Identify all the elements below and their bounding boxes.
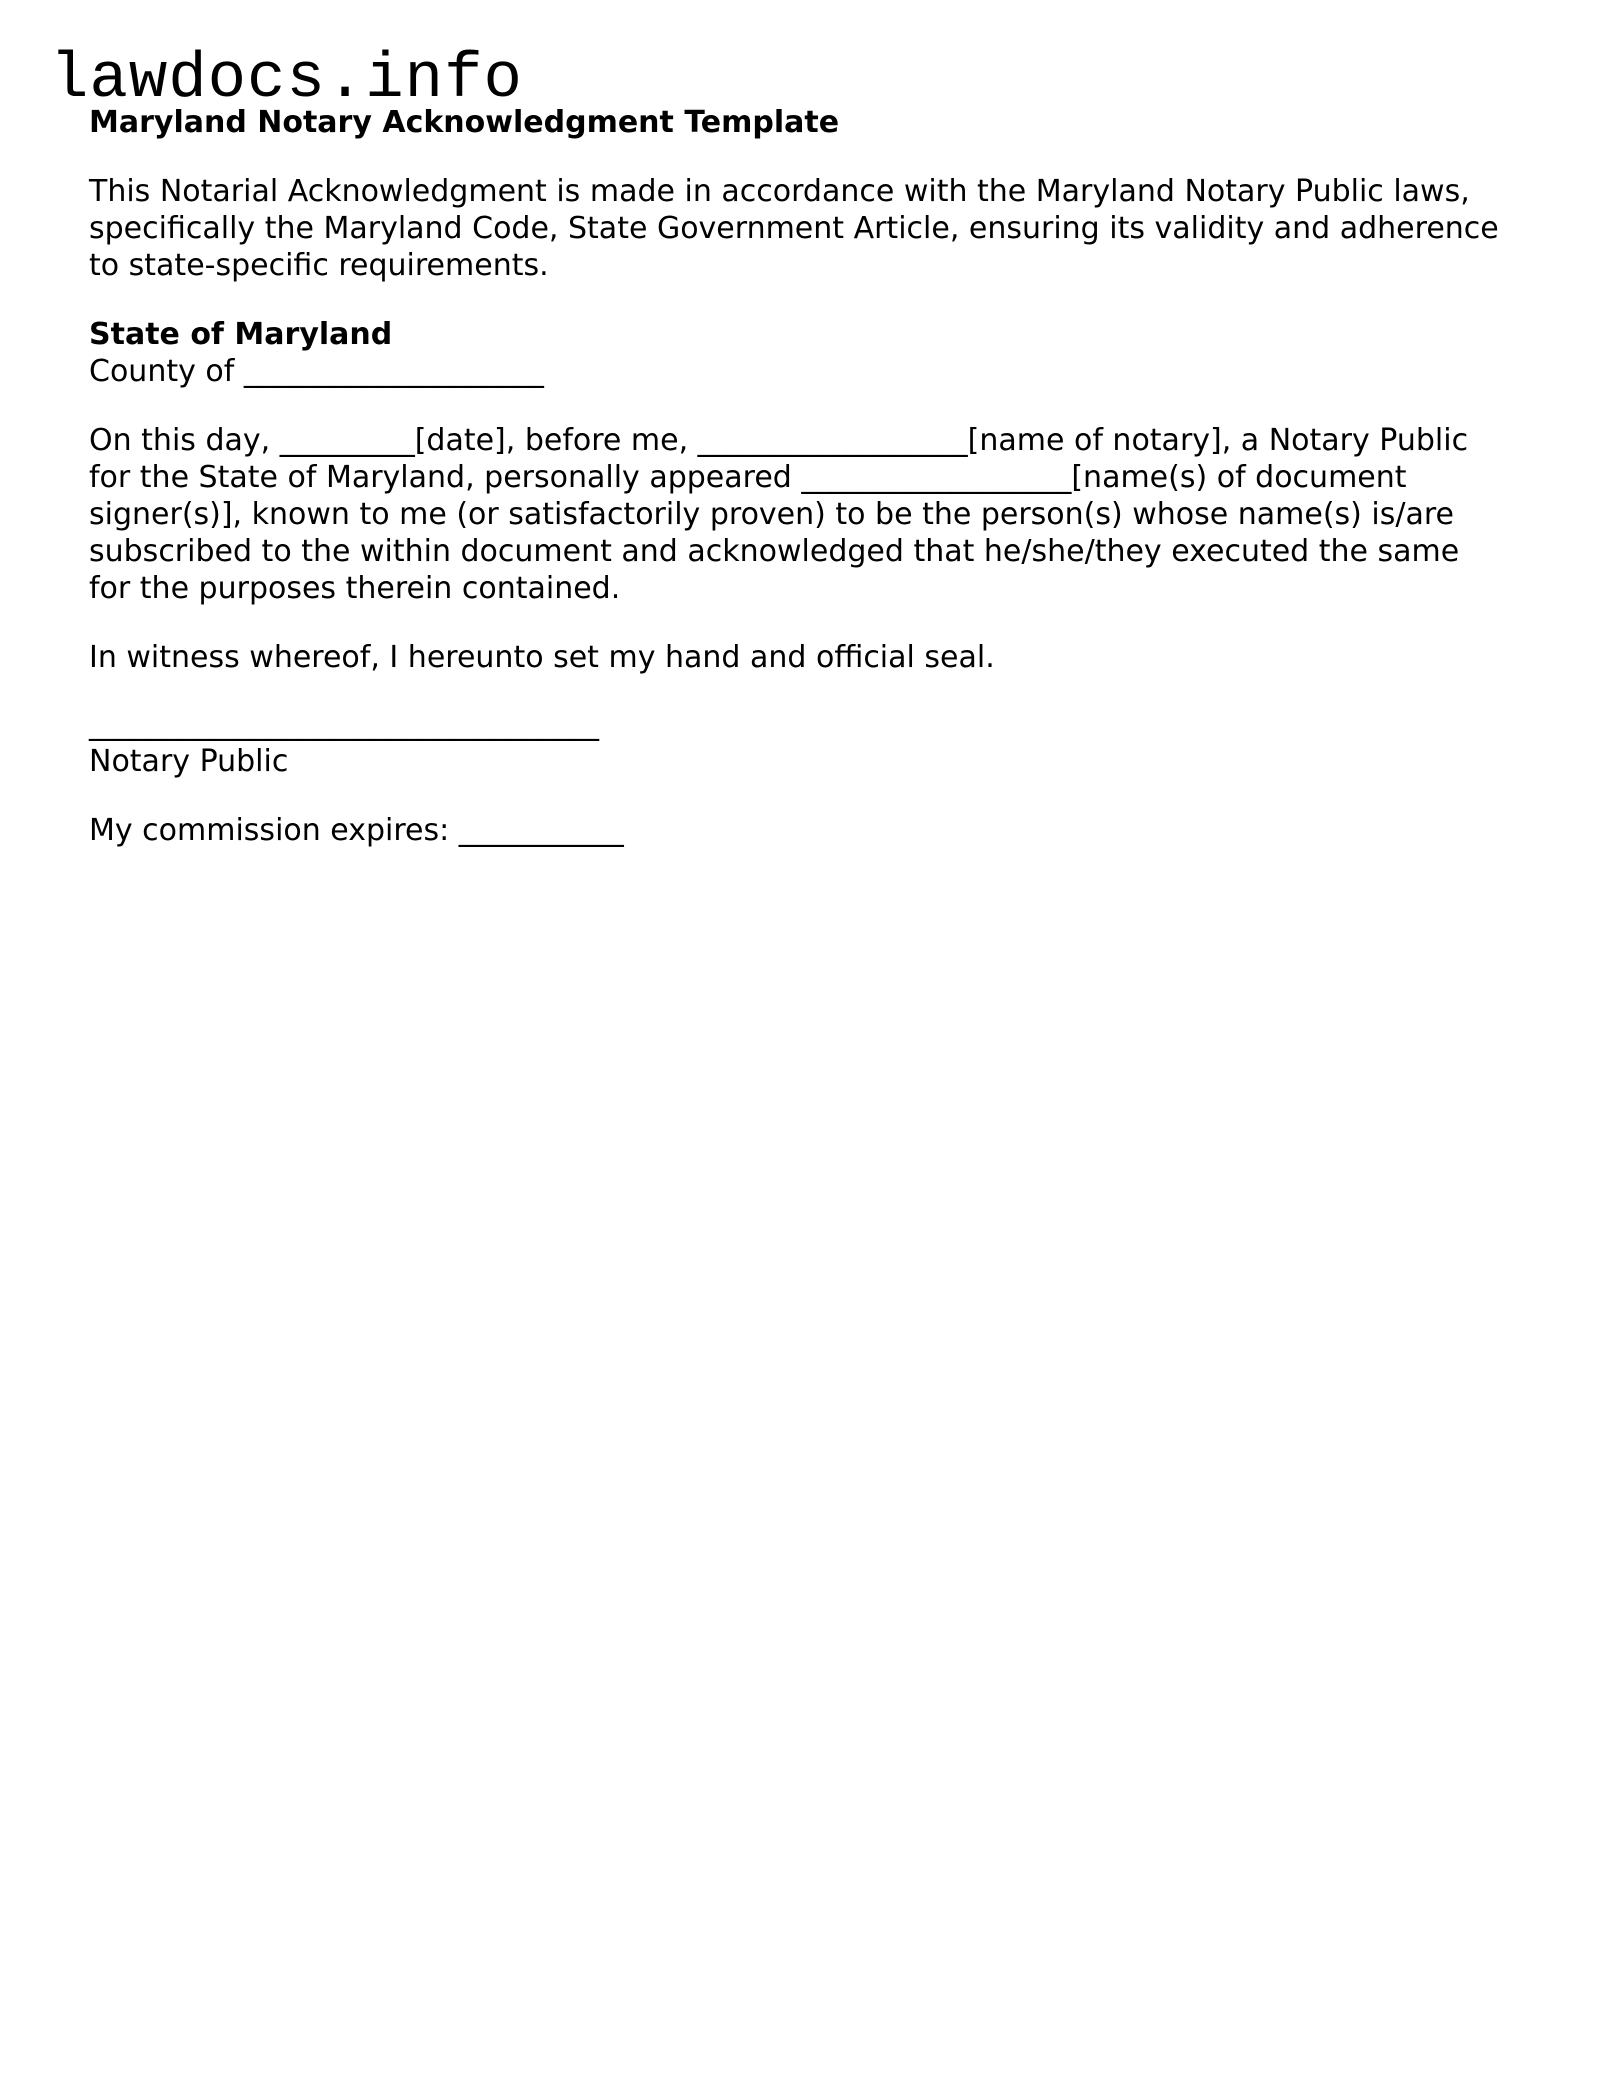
document-body [89, 104, 1509, 849]
county-line: County of ____________________ [89, 354, 544, 389]
acknowledgment-paragraph: On this day, _________[date], before me, __________________[name of notary], a Notary Public for the State of Maryland, personally appeared __________________[name(s) of document signer(s)], known to me (or satisfactorily proven) to be the person(s) whose name(s) is/are subscribed to the within document and acknowledged that he/she/they executed the same for the purposes therein contained. [89, 423, 1469, 606]
spacer [89, 780, 1509, 812]
spacer [89, 607, 1509, 639]
intro-paragraph: This Notarial Acknowledgment is made in accordance with the Maryland Notary Public laws, specifically the Maryland Code, State Government Article, ensuring its validity and adherence to state-specific requirements. [89, 174, 1499, 283]
witness-line: In witness whereof, I hereunto set my hand and official seal. [89, 640, 995, 675]
commission-expires-line: My commission expires: ___________ [89, 813, 624, 848]
state-heading: State of Maryland [89, 317, 393, 352]
spacer [89, 390, 1509, 422]
site-watermark: lawdocs.info [50, 44, 523, 116]
document-title: Maryland Notary Acknowledgment Template [89, 105, 840, 140]
signature-line: __________________________________ [89, 707, 599, 742]
spacer [89, 284, 1509, 316]
spacer [89, 141, 1509, 173]
spacer [89, 676, 1509, 706]
notary-public-label: Notary Public [89, 744, 289, 779]
